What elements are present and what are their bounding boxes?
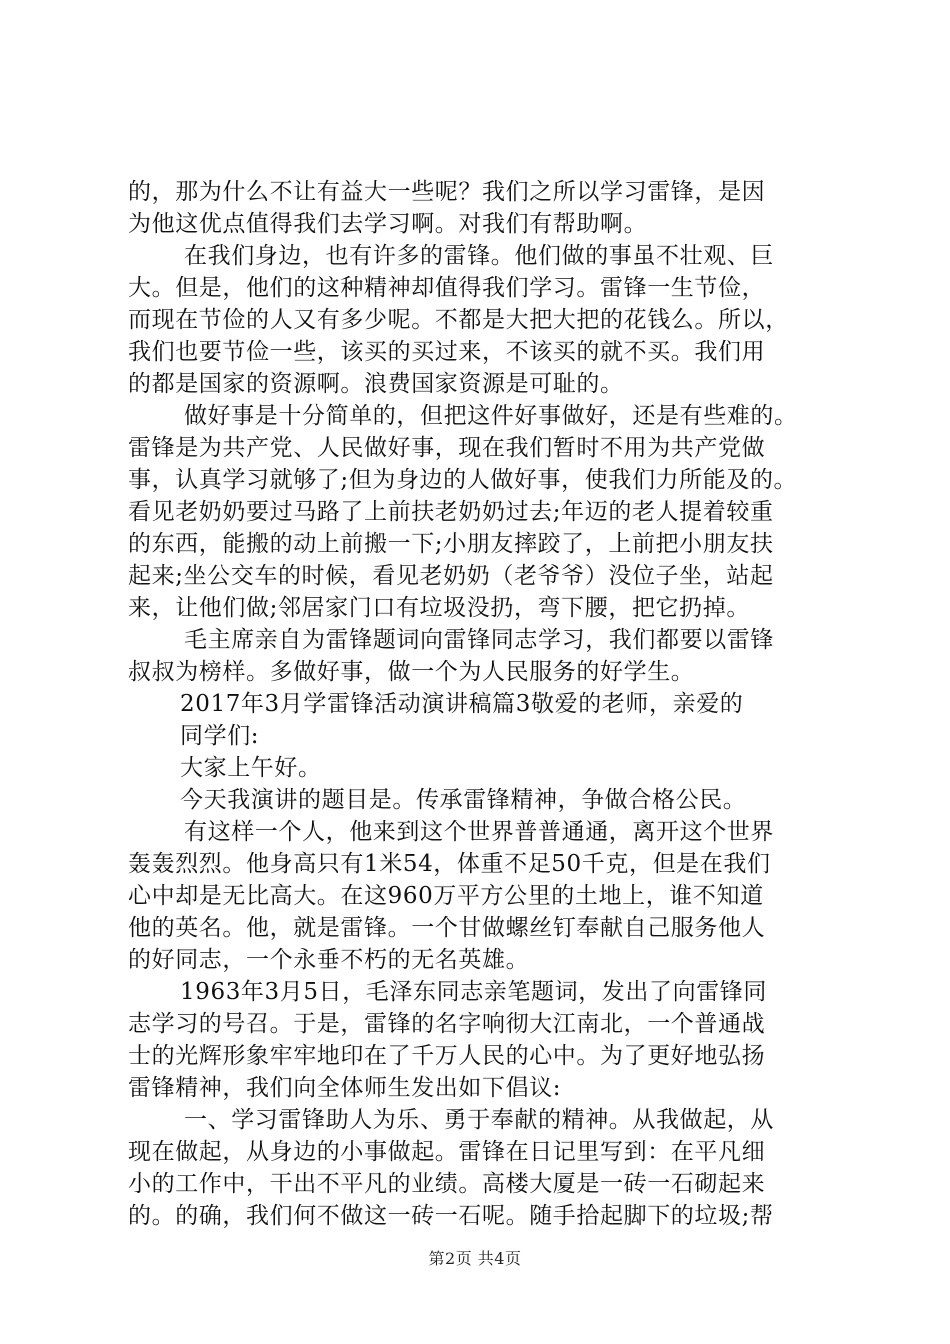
text-line: 做好事是十分简单的，但把这件好事做好，还是有些难的。: [184, 403, 798, 429]
text-line: 雷锋是为共产党、人民做好事，现在我们暂时不用为共产党做: [128, 435, 766, 461]
text-line: 在我们身边，也有许多的雷锋。他们做的事虽不壮观、巨: [184, 243, 774, 269]
text-line: 士的光辉形象牢牢地印在了千万人民的心中。为了更好地弘扬: [128, 1043, 766, 1069]
text-line: 的。的确，我们何不做这一砖一石呢。随手拾起脚下的垃圾;帮: [128, 1203, 774, 1229]
text-line: 雷锋精神，我们向全体师生发出如下倡议:: [128, 1075, 562, 1101]
document-body: [128, 176, 840, 1232]
text-line: 的好同志，一个永垂不朽的无名英雄。: [128, 947, 530, 973]
text-line: 他的英名。他，就是雷锋。一个甘做螺丝钉奉献自己服务他人: [128, 915, 766, 941]
text-line: 的东西，能搬的动上前搬一下;小朋友摔跤了，上前把小朋友扶: [128, 531, 774, 557]
page-number-footer: 第2页 共4页: [428, 1249, 522, 1268]
text-line: 我们也要节俭一些，该买的买过来，不该买的就不买。我们用: [128, 339, 766, 365]
text-line: 1963年3月5日，毛泽东同志亲笔题词，发出了向雷锋同: [180, 979, 767, 1005]
text-line: 志学习的号召。于是，雷锋的名字响彻大江南北，一个普通战: [128, 1011, 766, 1037]
text-line: 今天我演讲的题目是。传承雷锋精神，争做合格公民。: [180, 787, 747, 813]
text-line: 轰轰烈烈。他身高只有1米54，体重不足50千克，但是在我们: [128, 851, 771, 877]
text-line: 2017年3月学雷锋活动演讲稿篇3敬爱的老师，亲爱的: [180, 691, 744, 717]
text-line: 小的工作中，干出不平凡的业绩。高楼大厦是一砖一石砌起来: [128, 1171, 766, 1197]
text-line: 毛主席亲自为雷锋题词向雷锋同志学习，我们都要以雷锋: [184, 627, 774, 653]
text-line: 叔叔为榜样。多做好事，做一个为人民服务的好学生。: [128, 659, 695, 685]
text-line: 同学们:: [180, 723, 260, 749]
text-line: 有这样一个人，他来到这个世界普普通通，离开这个世界: [184, 819, 774, 845]
text-line: 心中却是无比高大。在这960万平方公里的土地上，谁不知道: [128, 883, 764, 909]
text-line: 的，那为什么不让有益大一些呢？我们之所以学习雷锋，是因: [128, 179, 766, 205]
text-line: 大。但是，他们的这种精神却值得我们学习。雷锋一生节俭，: [128, 275, 766, 301]
text-line: 起来;坐公交车的时候，看见老奶奶（老爷爷）没位子坐，站起: [128, 563, 774, 589]
text-line: 大家上午好。: [180, 755, 322, 781]
text-line: 事，认真学习就够了;但为身边的人做好事，使我们力所能及的。: [128, 467, 798, 493]
text-line: 为他这优点值得我们去学习啊。对我们有帮助啊。: [128, 211, 648, 237]
text-line: 看见老奶奶要过马路了上前扶老奶奶过去;年迈的老人提着较重: [128, 499, 774, 525]
text-line: 来，让他们做;邻居家门口有垃圾没扔，弯下腰，把它扔掉。: [128, 595, 750, 621]
text-line: 现在做起，从身边的小事做起。雷锋在日记里写到：在平凡细: [128, 1139, 766, 1165]
text-line: 的都是国家的资源啊。浪费国家资源是可耻的。: [128, 371, 624, 397]
text-line: 而现在节俭的人又有多少呢。不都是大把大把的花钱么。所以，: [128, 307, 789, 333]
text-line: 一、学习雷锋助人为乐、勇于奉献的精神。从我做起，从: [184, 1107, 774, 1133]
